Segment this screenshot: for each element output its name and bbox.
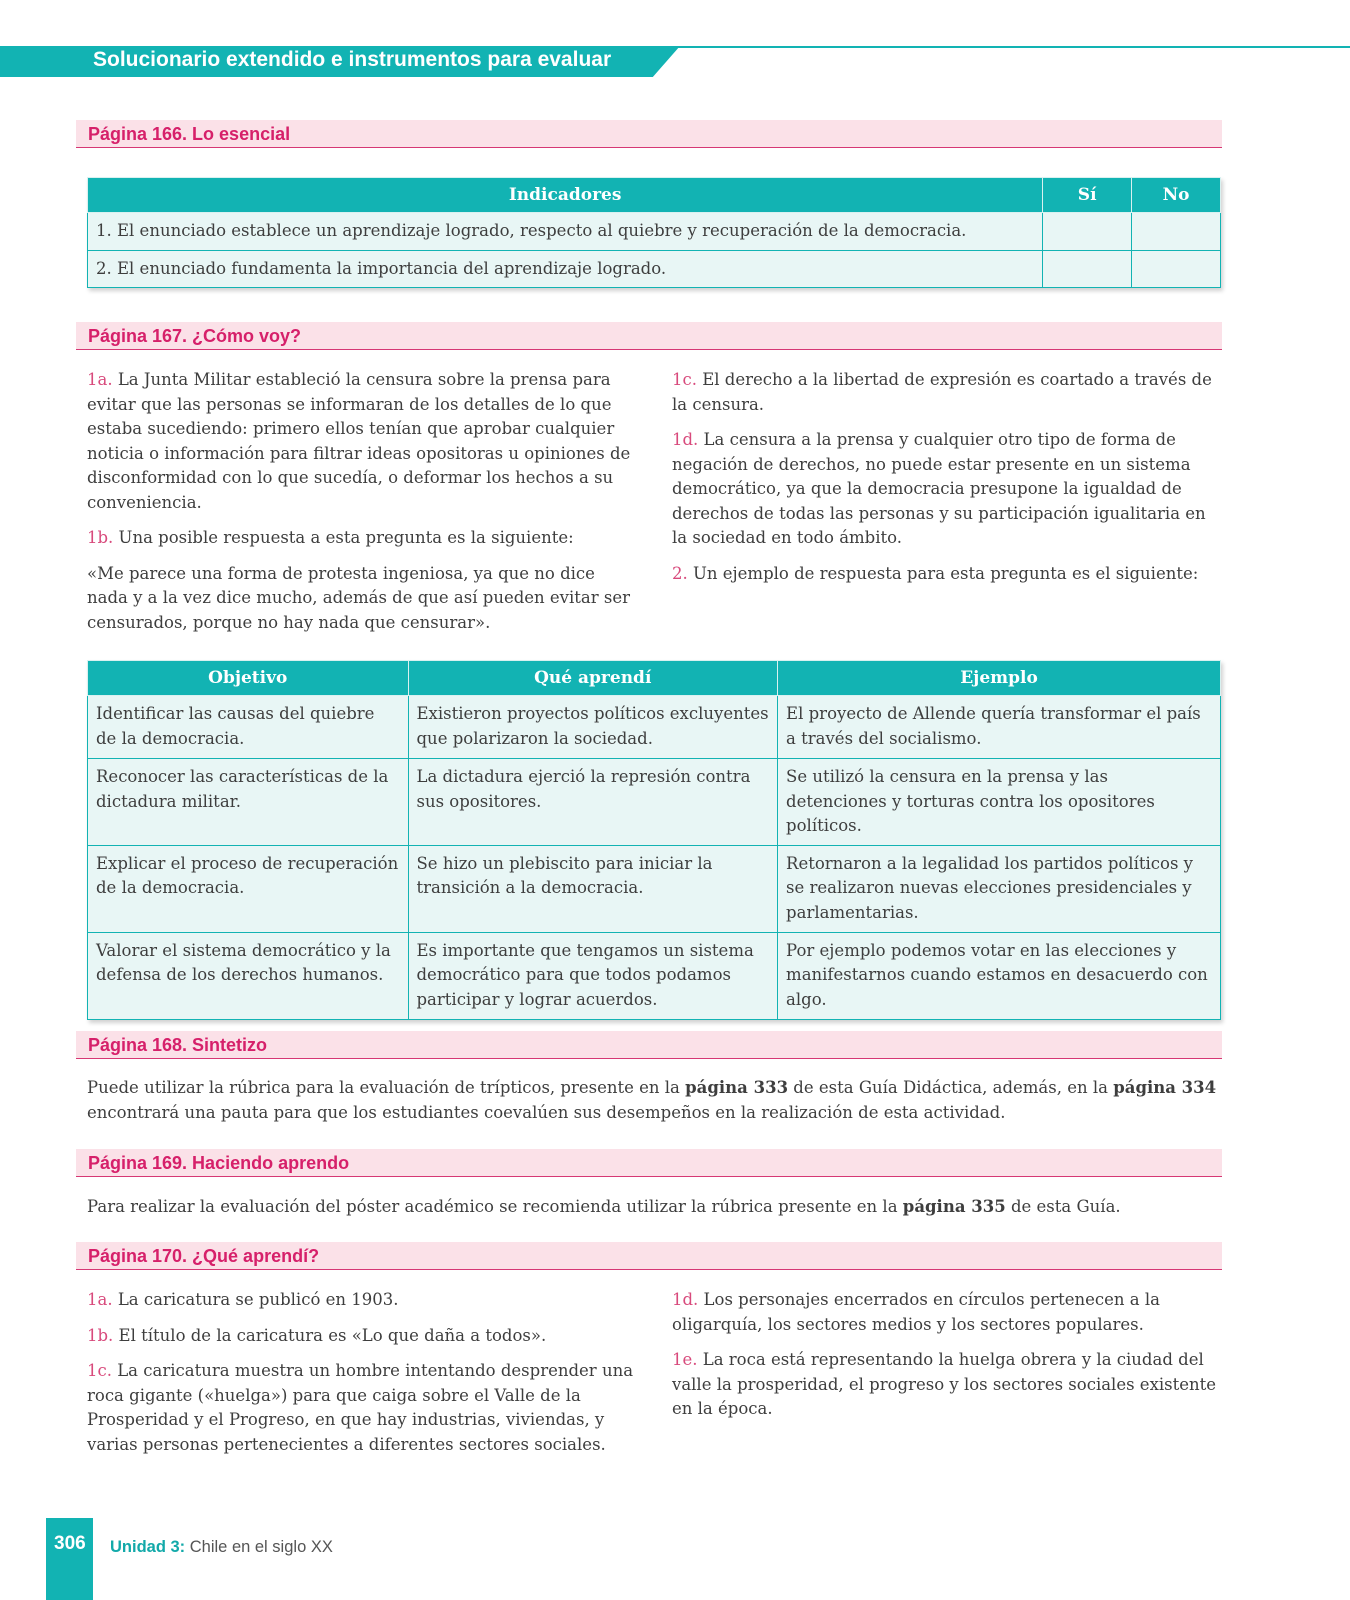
- unit-title: Chile en el siglo XX: [185, 1538, 333, 1556]
- no-cell: [1132, 213, 1221, 251]
- table-row: [88, 696, 1221, 759]
- col-header-ejemplo: Ejemplo: [778, 661, 1221, 696]
- ejemplo-cell: El proyecto de Allende quería transformar el país a través del socialismo.: [778, 696, 1221, 759]
- answer-1b: 1b. Una posible respuesta a esta pregunta es la siguiente:: [87, 528, 574, 547]
- section-title: Página 166. Lo esencial: [88, 124, 291, 144]
- que-aprendi-cell: La dictadura ejerció la represión contra sus opositores.: [408, 759, 778, 846]
- table-header-row: [88, 178, 1221, 213]
- answer-1a: 1a. La caricatura se publicó en 1903.: [87, 1290, 399, 1309]
- section-title: Página 168. Sintetizo: [88, 1035, 268, 1055]
- answer-2: 2. Un ejemplo de respuesta para esta pregunta es el siguiente:: [672, 563, 1199, 583]
- que-aprendi-cell: Se hizo un plebiscito para iniciar la transición a la democracia.: [408, 845, 778, 932]
- section-title: Página 167. ¿Cómo voy?: [88, 326, 302, 346]
- table-row: [88, 213, 1221, 251]
- si-cell: [1043, 213, 1132, 251]
- objetivo-cell: Reconocer las características de la dictadura militar.: [88, 759, 409, 846]
- col-header-objetivo: Objetivo: [88, 661, 409, 696]
- si-cell: [1043, 250, 1132, 288]
- p170-right-column: [672, 1288, 1224, 1433]
- p169-paragraph: Para realizar la evaluación del póster académico se recomienda utilizar la rúbrica presente en la página 335 de esta Guía.: [87, 1197, 1121, 1216]
- section-header-170: [76, 1242, 1222, 1270]
- col-header-que-aprendi: Qué aprendí: [408, 661, 778, 696]
- page-ref: página 335: [902, 1197, 1006, 1216]
- page-number: 306: [54, 1533, 86, 1554]
- answer-1a: 1a. La Junta Militar estableció la censura sobre la prensa para evitar que las personas se informaran de los detalles de lo que estaba sucediendo: primero ellos tenían que aprobar cualquier noticia o información para filtrar ideas opositoras u opiniones de disconformidad con lo que sucedía, o deformar los hechos a su conveniencia.: [87, 370, 631, 512]
- page-header-title: Solucionario extendido e instrumentos para evaluar: [93, 48, 612, 71]
- section-header-167: [76, 322, 1222, 350]
- que-aprendi-cell: Existieron proyectos políticos excluyentes que polarizaron la sociedad.: [408, 696, 778, 759]
- page-ref: página 333: [685, 1078, 789, 1097]
- section-title: Página 170. ¿Qué aprendí?: [88, 1246, 320, 1266]
- indicators-table: [87, 177, 1221, 288]
- objetivo-cell: Explicar el proceso de recuperación de la democracia.: [88, 845, 409, 932]
- section-title: Página 169. Haciendo aprendo: [88, 1153, 350, 1173]
- indicator-cell: 1. El enunciado establece un aprendizaje logrado, respecto al quiebre y recuperación de la democracia.: [88, 213, 1043, 251]
- col-header-indicadores: Indicadores: [88, 178, 1043, 213]
- unit-footer: [110, 1538, 333, 1557]
- p170-left-column: [87, 1288, 639, 1468]
- answer-1d: 1d. La censura a la prensa y cualquier otro tipo de forma de negación de derechos, no puede estar presente en un sistema democrático, ya que la democracia presupone la igualdad de derechos de todas las personas y su participación igualitaria en la sociedad en todo ámbito.: [672, 430, 1206, 547]
- answer-1c: 1c. La caricatura muestra un hombre intentando desprender una roca gigante («huelga») para que caiga sobre el Valle de la Prosperidad y el Progreso, en que hay industrias, viviendas, y varias personas pertenecientes a diferentes sectores sociales.: [87, 1361, 634, 1454]
- answer-1b: 1b. El título de la caricatura es «Lo que daña a todos».: [87, 1325, 547, 1345]
- section-header-168: [76, 1031, 1222, 1059]
- table-row: [88, 845, 1221, 932]
- table-row: [88, 932, 1221, 1019]
- section-header-169: [76, 1149, 1222, 1177]
- no-cell: [1132, 250, 1221, 288]
- answer-1c: 1c. El derecho a la libertad de expresión es coartado a través de la censura.: [672, 370, 1212, 414]
- answer-1e: 1e. La roca está representando la huelga obrera y la ciudad del valle la prosperidad, el progreso y los sectores sociales existente en la época.: [672, 1350, 1217, 1418]
- col-header-no: No: [1132, 178, 1221, 213]
- col-header-si: Sí: [1043, 178, 1132, 213]
- page-ref: página 334: [1113, 1078, 1217, 1097]
- indicator-cell: 2. El enunciado fundamenta la importancia del aprendizaje logrado.: [88, 250, 1043, 288]
- p167-left-column: [87, 368, 639, 646]
- ejemplo-cell: Retornaron a la legalidad los partidos políticos y se realizaron nuevas elecciones presidenciales y parlamentarias.: [778, 845, 1221, 932]
- p168-paragraph: Puede utilizar la rúbrica para la evaluación de trípticos, presente en la página 333 de esta Guía Didáctica, además, en la página 334 encontrará una pauta para que los estudiantes coevalúen sus desempeños en la realización de esta actividad.: [87, 1078, 1217, 1122]
- que-aprendi-cell: Es importante que tengamos un sistema democrático para que todos podamos participar y lograr acuerdos.: [408, 932, 778, 1019]
- objetivo-cell: Valorar el sistema democrático y la defensa de los derechos humanos.: [88, 932, 409, 1019]
- objetivo-cell: Identificar las causas del quiebre de la democracia.: [88, 696, 409, 759]
- answer-1b-quote: «Me parece una forma de protesta ingeniosa, ya que no dice nada y a la vez dice mucho, además de que así pueden evitar ser censurados, porque no hay nada que censurar».: [87, 563, 630, 632]
- answer-1d: 1d. Los personajes encerrados en círculos pertenecen a la oligarquía, los sectores medios y los sectores populares.: [672, 1290, 1160, 1334]
- ejemplo-cell: Se utilizó la censura en la prensa y las detenciones y torturas contra los opositores políticos.: [778, 759, 1221, 846]
- table-row: [88, 250, 1221, 288]
- objectives-table: [87, 660, 1221, 1020]
- unit-label: Unidad 3:: [110, 1538, 186, 1556]
- p167-right-column: [672, 368, 1224, 597]
- ejemplo-cell: Por ejemplo podemos votar en las elecciones y manifestarnos cuando estamos en desacuerdo con algo.: [778, 932, 1221, 1019]
- table-row: [88, 759, 1221, 846]
- page-number-tab: [46, 1518, 93, 1600]
- section-header-166: [76, 120, 1222, 148]
- table-header-row: [88, 661, 1221, 696]
